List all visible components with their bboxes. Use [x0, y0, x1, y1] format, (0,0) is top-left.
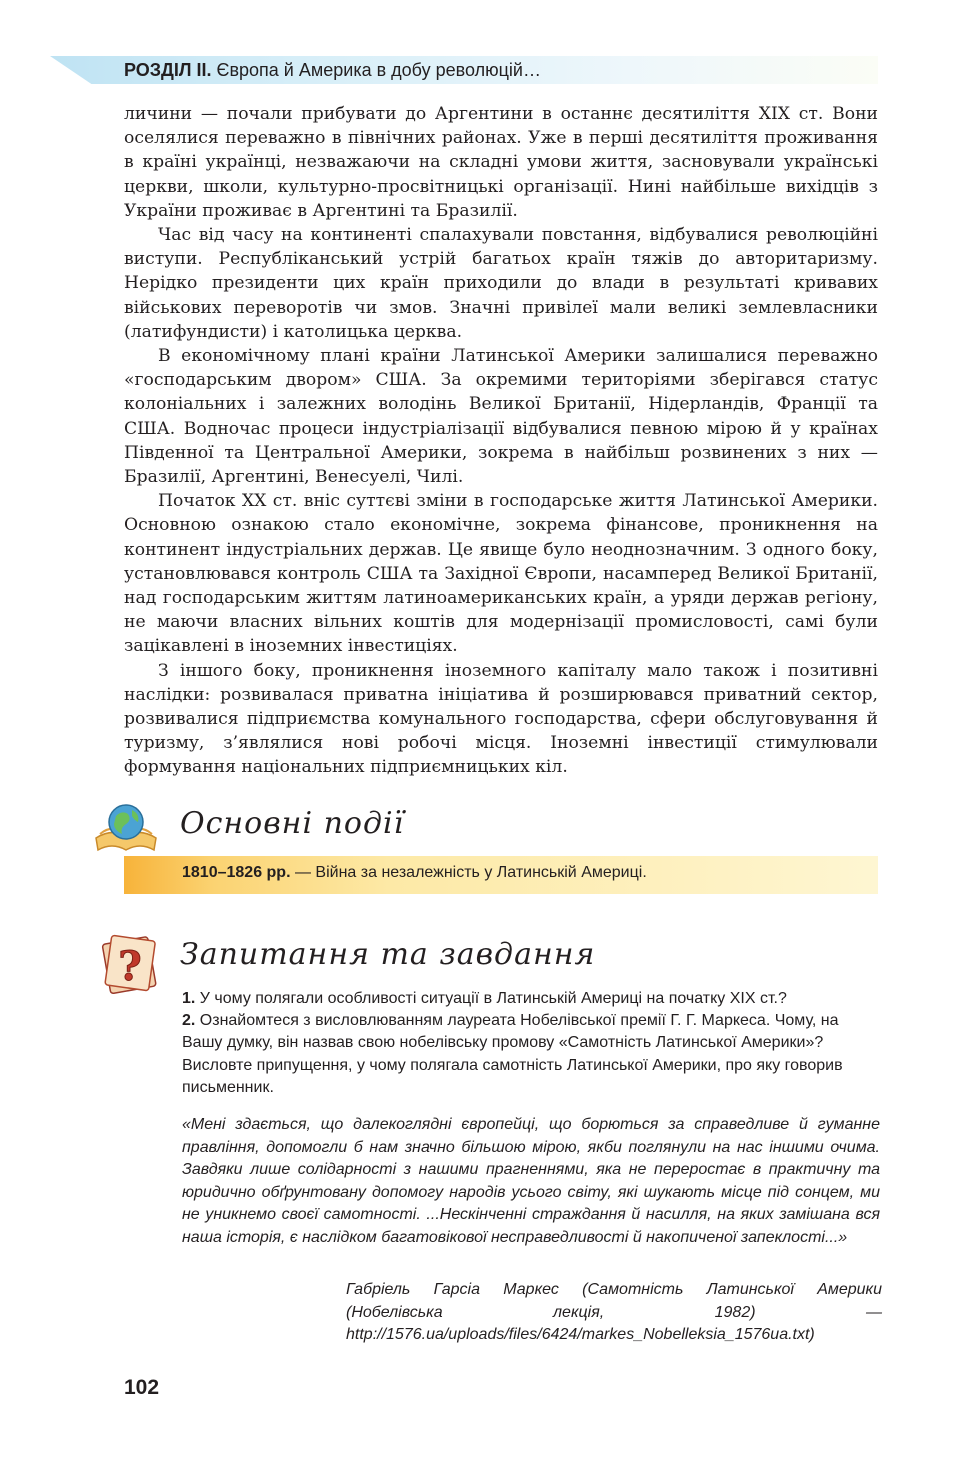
question-2 — [182, 1010, 882, 1099]
event-dates: 1810–1826 рр. — [182, 864, 291, 881]
question-number: 1. — [182, 990, 196, 1007]
paragraph: В економічному плані країни Латинської Америки залишалися переважно «господарським двором» США. За окремими територіями зберігався статус колоніальних і залежних володінь Великої Британії, Нідерландів, Франції та США. Водночас процеси індустріалізації відбувалися певною мірою й у країнах Південної та Центральної Америки, зокрема в найбільш розвинених з них — Бразилії, Аргентині, Венесуелі, Чилі. — [124, 346, 878, 488]
running-header — [124, 60, 541, 81]
paragraph: Час від часу на континенті спалахували повстання, відбувалися революційні виступи. Республіканський устрій багатьох країн тяжів до авторитаризму. Нерідко президенти цих країн приходили до влади в результаті кривавих військових переворотів чи змов. Значні привілеї мали великі землевласники (латифундисти) і католицька церква. — [124, 225, 878, 342]
main-text — [124, 102, 878, 780]
events-title: Основні події — [180, 806, 405, 841]
paragraph: З іншого боку, проникнення іноземного капіталу мало також і позитивні наслідки: розвивалася приватна ініціатива й розширювався приватний сектор, розвивалися підприємства комунального господарства, сфери обслуговування й туризму, з’являлися нові робочі місця. Іноземні інвестиції стимулювали формування національних підприємницьких кіл. — [124, 660, 878, 778]
event-description: — Війна за незалежність у Латинській Америці. — [290, 864, 647, 881]
svg-text:?: ? — [118, 943, 142, 990]
question-text: У чому полягали особливості ситуації в Латинській Америці на початку ХІХ ст.? — [195, 990, 787, 1007]
section-label: РОЗДІЛ ІІ. — [124, 60, 212, 80]
quote-text: «Мені здається, що далекоглядні європейці, що борються за справедливе й гуманне правління, допомогли б нам значно більшою мірою, якби поглянули на нас іншими очима. Завдяки лише солідарності з нашими прагненнями, яка не переростає в практичну та юридично обґрунтовану допомогу народів усього світу, які шукають місце під сонцем, ми не уникнемо своєї самотності. ...Нескінченні страждання й насилля, на яких замішана вся наша історія, є наслідком багатовікової несправедливості й накопиченої запеклості...» — [182, 1116, 880, 1246]
question-1 — [182, 988, 882, 1010]
page-number: 102 — [124, 1376, 160, 1399]
section-title: Європа й Америка в добу революцій… — [216, 60, 541, 80]
questions-list — [182, 988, 882, 1099]
globe-book-icon — [92, 798, 160, 860]
paragraph: Початок ХХ ст. вніс суттєві зміни в господарське життя Латинської Америки. Основною ознакою стало економічне, зокрема фінансове, проникнення на континент індустріальних держав. Це явище було неоднозначним. З одного боку, установлювався контроль США та Західної Європи, насамперед Великої Британії, над господарським життям латиноамериканських країн, а уряди держав регіону, не маючи власних вільних коштів для модернізації промисловості, самі були зацікавлені в іноземних інвестиціях. — [124, 491, 878, 657]
paragraph: личини — почали прибувати до Аргентини в останнє десятиліття ХІХ ст. Вони оселялися переважно в північних районах. Уже в перші десятиліття проживання в країні українці, незважаючи на складні умови життя, засновували українські церкви, школи, культурно-просвітницькі організації. Нині найбільше вихідців з України проживає в Аргентині та Бразилії. — [124, 104, 878, 221]
event-item — [182, 864, 647, 882]
quote-block — [182, 1114, 880, 1249]
quote-source: Габріель Гарсіа Маркес (Самотність Латинської Америки (Нобелівська лекція, 1982) — http://1576.ua/uploads/files/6424/markes_Nobelleksia_1576ua.txt) — [346, 1281, 882, 1343]
question-number: 2. — [182, 1012, 196, 1030]
question-mark-icon — [100, 932, 160, 996]
questions-title: Запитання та завдання — [180, 937, 596, 972]
question-text: Ознайомтеся з висловлюванням лауреата Нобелівської премії Г. Г. Маркеса. Чому, на Вашу думку, він назвав свою нобелівську промову «Самотність Латинської Америки»? Висловте припущення, у чому полягала самотність Латинської Америки, про яку говорив письменник. — [182, 1012, 843, 1096]
